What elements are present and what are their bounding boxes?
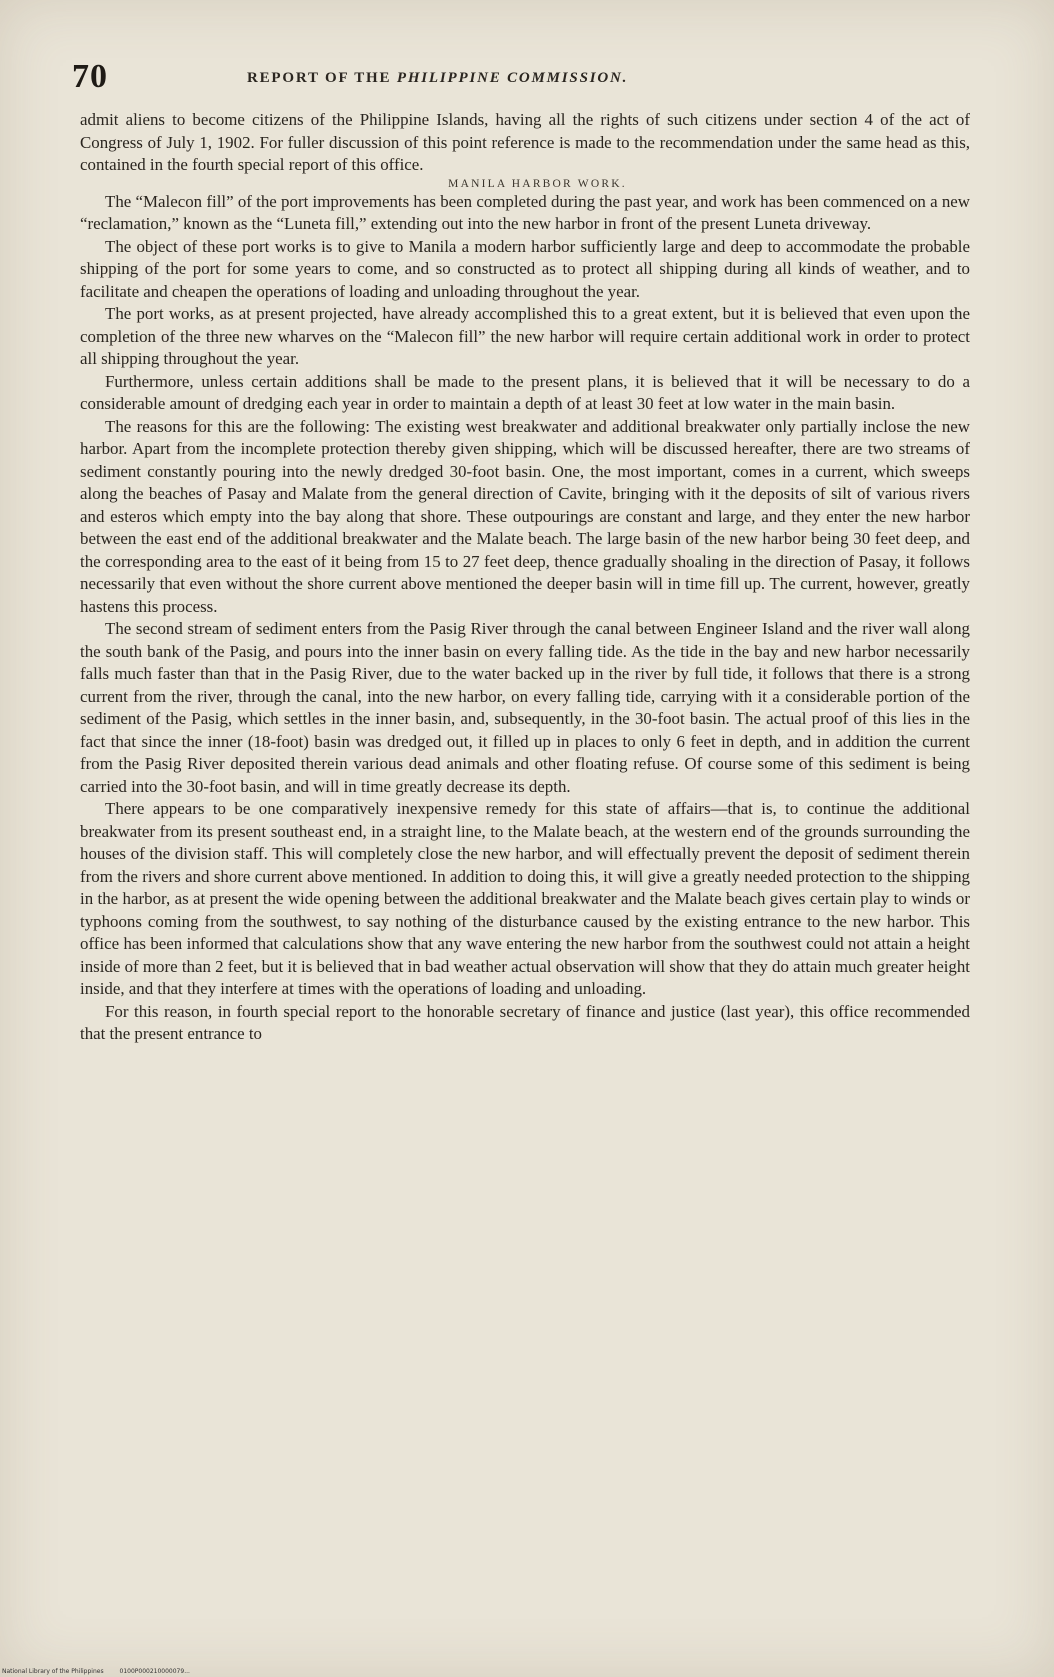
paragraph-continued: admit aliens to become citizens of the Philippine Islands, having all the rights of such citizens under section 4 of the act of Congress of July 1, 1902. For fuller discussion of this point reference is made to the recommendation under the same head as this, contained in the fourth special report of this office. (80, 110, 970, 174)
footer-id: 0100P000210000079... (119, 1668, 190, 1675)
section-heading: MANILA HARBOR WORK. (448, 177, 627, 190)
paragraph: The second stream of sediment enters from the Pasig River through the canal between Engineer Island and the river wall along the south bank of the Pasig, and pours into the inner basin on every falling tide. As the tide in the bay and new harbor necessarily falls much faster than that in the Pasig River, due to the water backed up in the river by full tide, it follows that there is a strong current from the river, through the canal, into the new harbor, on every falling tide, carrying with it a considerable portion of the sediment of the Pasig, which settles in the inner basin, and, subsequently, in the 30-foot basin. The actual proof of this lies in the fact that since the inner (18-foot) basin was dredged out, it filled up in places to only 6 feet in depth, and in addition the current from the Pasig River deposited therein various dead animals and other floating refuse. Of course some of this sediment is being carried into the 30-foot basin, and will in time greatly decrease its depth. (80, 619, 970, 796)
body-text (80, 109, 970, 1046)
running-head-title: PHILIPPINE COMMISSION. (396, 70, 629, 86)
paragraph: The port works, as at present projected, have already accomplished this to a great extent, but it is believed that even upon the completion of the three new wharves on the “Malecon fill” the new harbor will require certain additional work in order to protect all shipping throughout the year. (80, 304, 970, 368)
running-head-prefix: REPORT OF THE (247, 70, 392, 86)
page-number: 70 (72, 58, 108, 95)
scan-footer (2, 1668, 204, 1675)
paragraph: There appears to be one comparatively inexpensive remedy for this state of affairs—that is, to continue the additional breakwater from its present southeast end, in a straight line, to the Malate beach, at the western end of the grounds surrounding the houses of the division staff. This will completely close the new harbor, and will effectually prevent the deposit of sediment therein from the rivers and shore current above mentioned. In addition to doing this, it will give a greatly needed protection to the shipping in the harbor, as at present the wide opening between the additional breakwater and the Malate beach gives certain play to winds or typhoons coming from the southwest, to say nothing of the disturbance caused by the existing entrance to the new harbor. This office has been informed that calculations show that any wave entering the new harbor from the southwest could not attain a height inside of more than 2 feet, but it is believed that in bad weather actual observation will show that they do attain much greater height inside, and that they interfere at times with the operations of loading and unloading. (80, 799, 970, 998)
paragraph: The “Malecon fill” of the port improvements has been completed during the past year, and work has been commenced on a new “reclamation,” known as the “Luneta fill,” extending out into the new harbor in front of the present Luneta driveway. (80, 191, 970, 233)
page-header (72, 58, 977, 100)
running-head (247, 70, 628, 87)
paragraph: Furthermore, unless certain additions shall be made to the present plans, it is believed that it will be necessary to do a considerable amount of dredging each year in order to maintain a depth of at least 30 feet at low water in the main basin. (80, 371, 970, 413)
footer-library: National Library of the Philippines (2, 1668, 104, 1675)
paragraph: The reasons for this are the following: The existing west breakwater and additional breakwater only partially inclose the new harbor. Apart from the incomplete protection thereby given shipping, which will be discussed hereafter, there are two streams of sediment constantly pouring into the newly dredged 30-foot basin. One, the most important, comes in a current, which sweeps along the beaches of Pasay and Malate from the general direction of Cavite, bringing with it the deposits of silt of various rivers and esteros which empty into the bay along that shore. These outpourings are constant and large, and they enter the new harbor between the east end of the additional breakwater and the Malate beach. The large basin of the new harbor being 30 feet deep, and the corresponding area to the east of it being from 15 to 27 feet deep, thence gradually shoaling in the direction of Pasay, it follows necessarily that even without the shore current above mentioned the deeper basin will in time fill up. The current, however, greatly hastens this process. (80, 416, 970, 616)
paragraph: For this reason, in fourth special report to the honorable secretary of finance and justice (last year), this office recommended that the present entrance to (80, 1001, 970, 1043)
paragraph: The object of these port works is to give to Manila a modern harbor sufficiently large and deep to accommodate the probable shipping of the port for some years to come, and so constructed as to protect all shipping during all kinds of weather, and to facilitate and cheapen the operations of loading and unloading throughout the year. (80, 236, 970, 301)
